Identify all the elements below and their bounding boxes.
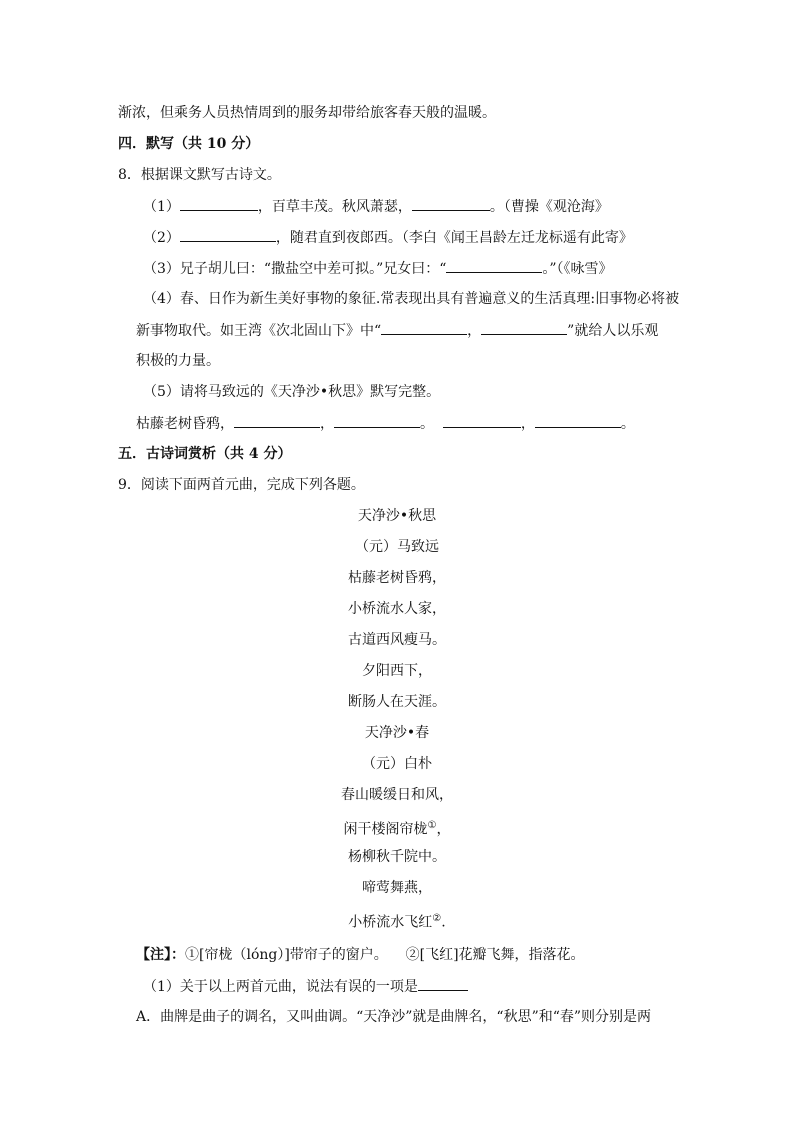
item-text: 。 [620,416,635,432]
item-text: 。（曹操《观沧海》 [489,199,609,215]
answer-blank[interactable] [381,320,467,335]
item-text: 新事物取代。如王湾《次北固山下》中“ [136,323,382,339]
poem2-line-text: 小桥流水飞红 [348,914,433,931]
item-text: 枯藤老树昏鸦， [136,416,234,432]
question-8-5-line2 [136,413,635,434]
poem1-line: 古道西风瘦马。 [348,632,446,648]
poem2-line: 杨柳秋千院中。 [348,849,446,865]
answer-blank[interactable] [443,413,521,428]
question-8-4-line1: （4）春、日作为新生美好事物的象征.常表现出具有普遍意义的生活真理:旧事物必将被 [143,291,680,307]
poem2-line-text: 闲干楼阁帘栊 [343,821,428,838]
item-text: ”就给人以乐观 [567,323,659,339]
item-text: ， [520,416,535,432]
poem2-line: 春山暖缓日和风， [341,787,453,803]
poem1-author: （元）马致远 [355,539,439,555]
question-8-4-line3: 积极的力量。 [136,353,220,369]
answer-blank[interactable] [412,196,490,211]
item-text: ， [320,416,334,432]
section-heading-4: 四．默写（共 10 分） [118,136,260,152]
item-text: 。 [420,416,434,432]
answer-blank[interactable] [418,976,468,991]
question-9-1 [143,976,468,997]
question-9-stem: 9．阅读下面两首元曲，完成下列各题。 [118,477,365,493]
answer-blank[interactable] [334,413,420,428]
option-a: A．曲牌是曲子的调名，又叫曲调。“天净沙”就是曲牌名，“秋思”和“春”则分别是两 [136,1009,652,1025]
item-text: ，百草丰茂。秋风萧瑟， [257,199,412,215]
answer-blank[interactable] [535,413,621,428]
question-8-5-line1: （5）请将马致远的《天净沙•秋思》默写完整。 [143,384,441,400]
poem2-author: （元）白朴 [362,756,432,772]
note-item: ①[帘栊（lóng）]带帘子的窗户。 [185,947,388,963]
answer-blank[interactable] [180,227,276,242]
item-text: ，随君直到夜郎西。（李白《闻王昌龄左迁龙标遥有此寄》 [275,230,633,246]
poem2-line: 啼莺舞燕， [362,880,432,896]
poem1-line: 枯藤老树昏鸦， [348,570,446,586]
question-8-4-line2 [136,320,658,341]
note-item: ②[飞红]花瓣飞舞，指落花。 [405,947,585,963]
punctuation: . [441,914,446,931]
poem1-line: 小桥流水人家， [348,601,446,617]
answer-blank[interactable] [180,196,258,211]
answer-blank[interactable] [481,320,567,335]
question-8-3 [143,258,613,279]
poem2-line [0,816,794,840]
notes-label: 【注】： [136,947,185,963]
poem1-title: 天净沙•秋思 [357,508,437,524]
question-8-1 [143,196,609,217]
item-text: 。”（《咏雪》 [542,261,613,277]
poem2-title: 天净沙•春 [364,725,430,741]
notes [136,945,585,965]
answer-blank[interactable] [446,258,542,273]
footnote-marker: ① [427,820,437,831]
section-heading-5: 五．古诗词赏析（共 4 分） [118,446,292,462]
item-number: （1） [143,199,180,215]
question-8-stem: 8．根据课文默写古诗文。 [118,167,281,183]
question-8-2 [143,227,633,248]
poem1-line: 夕阳西下， [362,663,432,679]
item-text: （3）兄子胡儿曰：“撒盐空中差可拟。”兄女曰：“ [143,261,447,277]
paragraph-line: 渐浓，但乘务人员热情周到的服务却带给旅客春天般的温暖。 [118,105,496,121]
footnote-marker: ② [432,913,442,924]
item-number: （2） [143,230,180,246]
item-text: （1）关于以上两首元曲，说法有误的一项是 [143,979,418,995]
punctuation: ， [436,821,451,838]
item-text: ， [467,323,482,339]
poem2-line [0,909,794,933]
answer-blank[interactable] [234,413,320,428]
poem1-line: 断肠人在天涯。 [348,694,446,710]
